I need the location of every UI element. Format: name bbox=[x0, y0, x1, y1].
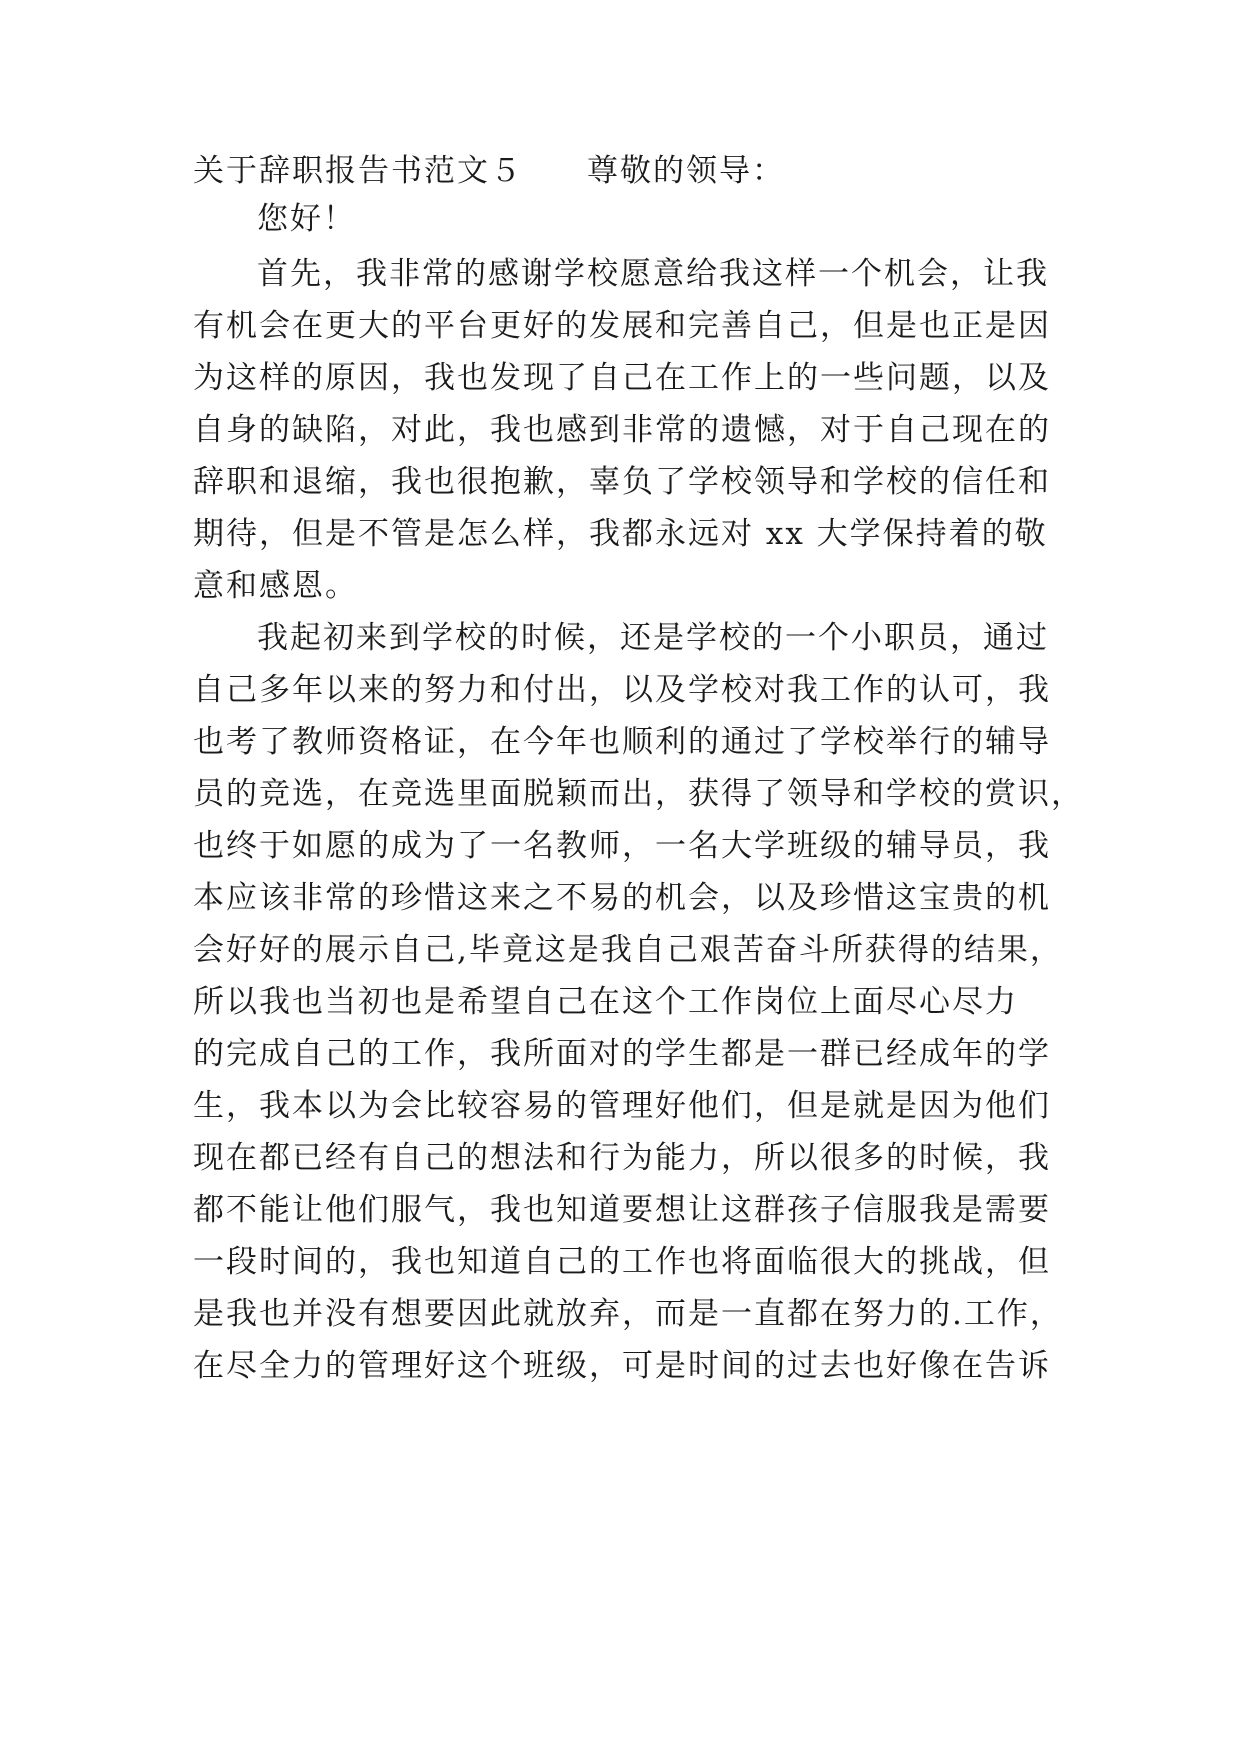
paragraph-line: 的完成自己的工作，我所面对的学生都是一群已经成年的学 bbox=[193, 1036, 1051, 1072]
paragraph-line: 期待，但是不管是怎么样，我都永远对 xx 大学保持着的敬 bbox=[193, 516, 1048, 552]
greeting: 您好！ bbox=[257, 201, 356, 237]
paragraph-line: 所以我也当初也是希望自己在这个工作岗位上面尽心尽力 bbox=[193, 984, 1018, 1020]
paragraph-line: 我起初来到学校的时候，还是学校的一个小职员，通过 bbox=[257, 620, 1049, 656]
paragraph-line: 首先，我非常的感谢学校愿意给我这样一个机会，让我 bbox=[257, 256, 1049, 292]
paragraph-line: 是我也并没有想要因此就放弃，而是一直都在努力的.工作， bbox=[193, 1296, 1063, 1332]
paragraph-line: 一段时间的，我也知道自己的工作也将面临很大的挑战，但 bbox=[193, 1244, 1051, 1280]
paragraph-line: 现在都已经有自己的想法和行为能力，所以很多的时候，我 bbox=[193, 1140, 1051, 1176]
paragraph-line: 会好好的展示自己,毕竟这是我自己艰苦奋斗所获得的结果， bbox=[193, 932, 1063, 968]
paragraph-line: 本应该非常的珍惜这来之不易的机会，以及珍惜这宝贵的机 bbox=[193, 880, 1051, 916]
salutation: 尊敬的领导： bbox=[587, 153, 785, 189]
paragraph-line: 自己多年以来的努力和付出，以及学校对我工作的认可，我 bbox=[193, 672, 1051, 708]
paragraph-line: 也考了教师资格证，在今年也顺利的通过了学校举行的辅导 bbox=[193, 724, 1051, 760]
paragraph-line: 意和感恩。 bbox=[193, 568, 358, 604]
paragraph-line: 在尽全力的管理好这个班级，可是时间的过去也好像在告诉 bbox=[193, 1348, 1051, 1384]
paragraph-line: 都不能让他们服气，我也知道要想让这群孩子信服我是需要 bbox=[193, 1192, 1051, 1228]
heading-line bbox=[193, 151, 1063, 191]
document-title: 关于辞职报告书范文５ bbox=[193, 153, 523, 189]
paragraph-line: 有机会在更大的平台更好的发展和完善自己，但是也正是因 bbox=[193, 308, 1051, 344]
paragraph-line: 为这样的原因，我也发现了自己在工作上的一些问题，以及 bbox=[193, 360, 1051, 396]
paragraph-line: 员的竞选，在竞选里面脱颖而出，获得了领导和学校的赏识， bbox=[193, 776, 1084, 812]
paragraph-line: 生，我本以为会比较容易的管理好他们，但是就是因为他们 bbox=[193, 1088, 1051, 1124]
paragraph-line: 辞职和退缩，我也很抱歉，辜负了学校领导和学校的信任和 bbox=[193, 464, 1051, 500]
paragraph-line: 也终于如愿的成为了一名教师，一名大学班级的辅导员，我 bbox=[193, 828, 1051, 864]
paragraph-line: 自身的缺陷，对此，我也感到非常的遗憾，对于自己现在的 bbox=[193, 412, 1051, 448]
